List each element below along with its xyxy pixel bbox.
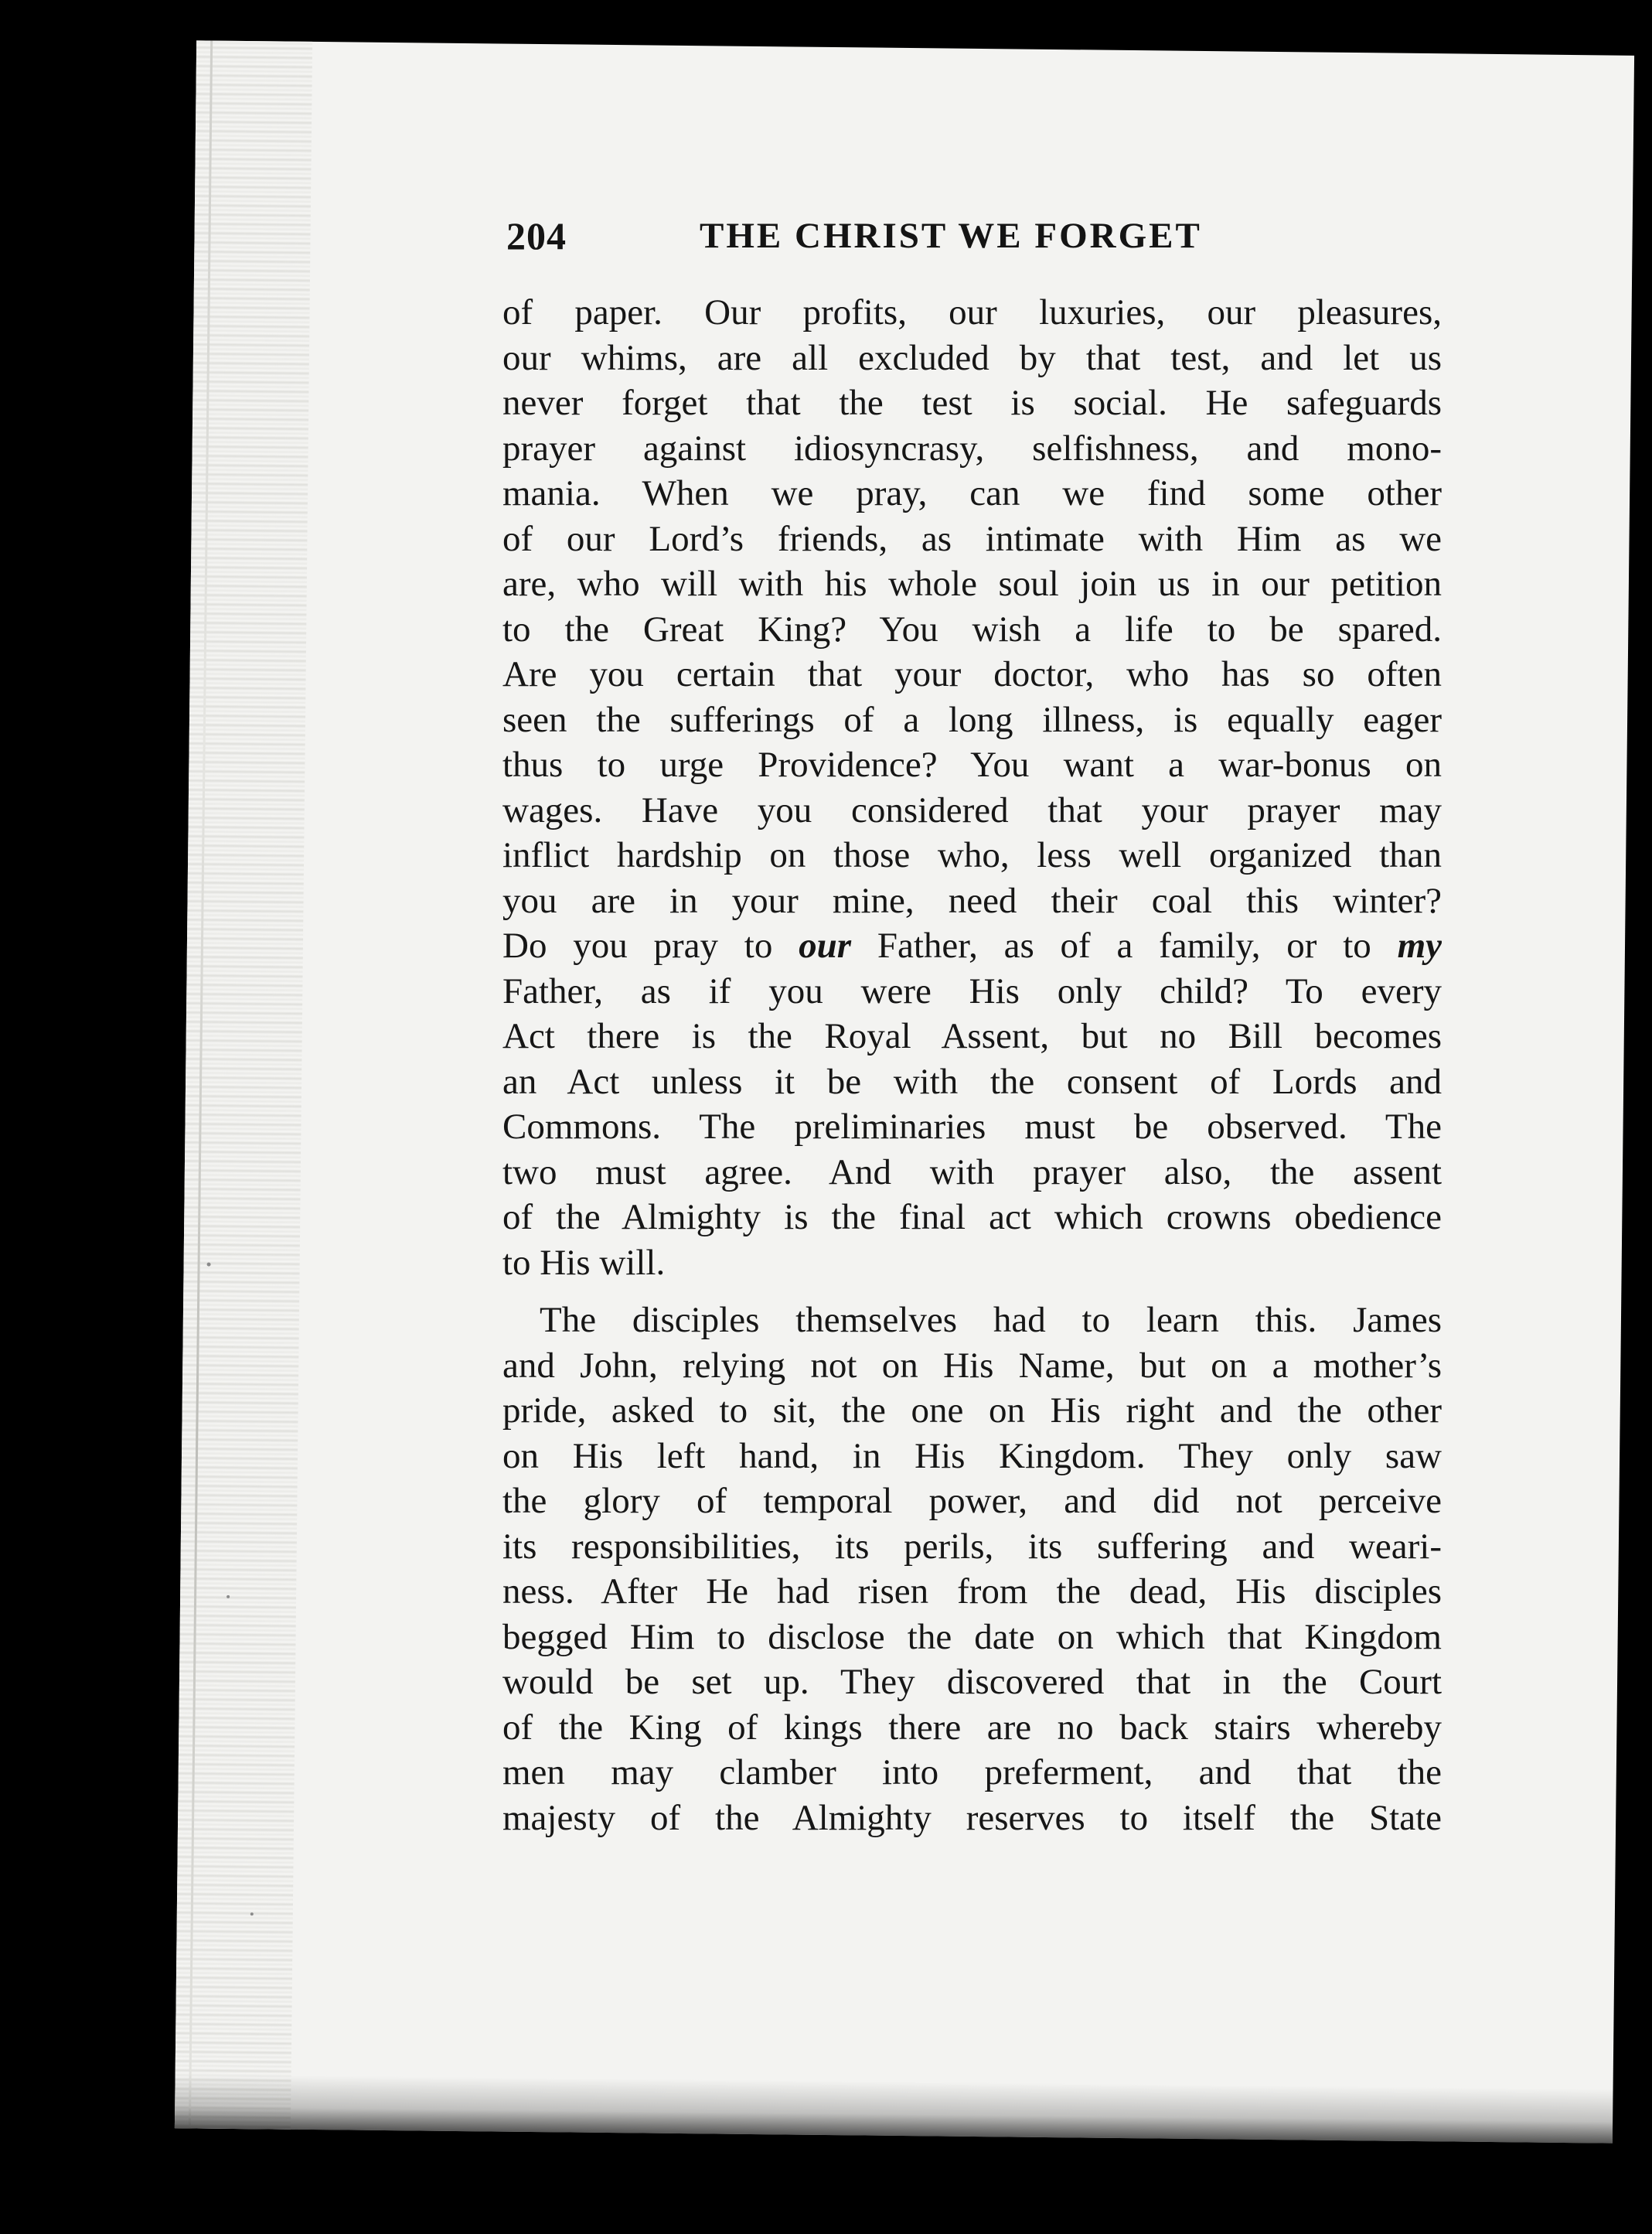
dust-speck [250, 1912, 254, 1915]
text-line: men may clamber into preferment, and that the [502, 1752, 1442, 1792]
text-line: never forget that the test is social. He safeguards [502, 383, 1442, 423]
text-line: mania. When we pray, can we find some other [502, 473, 1442, 513]
emphasis-my: my [1397, 926, 1442, 966]
text-line: its responsibilities, its perils, its suffering and weari- [502, 1526, 1442, 1567]
running-title: THE CHRIST WE FORGET [700, 216, 1202, 256]
text-line: majesty of the Almighty reserves to itself the State [502, 1797, 1442, 1838]
paragraph-gap [502, 1285, 1442, 1298]
page-bottom-shadow [175, 2074, 1613, 2143]
text-line: would be set up. They discovered that in the Court [502, 1662, 1442, 1702]
text-line: Commons. The preliminaries must be observed. The [502, 1107, 1442, 1147]
page-fore-edge [175, 40, 312, 2129]
text-line: the glory of temporal power, and did not perceive [502, 1481, 1442, 1521]
text-line: Act there is the Royal Assent, but no Bill becomes [502, 1016, 1442, 1056]
body-text [502, 290, 1442, 1840]
text-line: on His left hand, in His Kingdom. They only saw [502, 1435, 1442, 1476]
dust-speck [207, 1263, 211, 1267]
text-line: two must agree. And with prayer also, the assent [502, 1151, 1442, 1192]
dust-speck [227, 1595, 230, 1598]
text-line: our whims, are all excluded by that test, and let us [502, 337, 1442, 378]
text-line: pride, asked to sit, the one on His right and the other [502, 1390, 1442, 1431]
text-line: to His will. [502, 1242, 666, 1283]
text-line: an Act unless it be with the consent of Lords and [502, 1061, 1442, 1102]
text-line: Father, as if you were His only child? To every [502, 970, 1442, 1011]
text-line: begged Him to disclose the date on which that Kingdom [502, 1616, 1442, 1657]
page-number: 204 [506, 214, 567, 258]
text-run: Do you pray to [502, 926, 799, 966]
text-line: inflict hardship on those who, less well organized than [502, 835, 1442, 875]
text-line-with-emphasis [502, 923, 1442, 969]
text-line: ness. After He had risen from the dead, His disciples [502, 1571, 1442, 1612]
text-line: The disciples themselves had to learn this. James [540, 1300, 1442, 1340]
text-line: seen the sufferings of a long illness, is equally eager [502, 699, 1442, 740]
text-line: of our Lord’s friends, as intimate with Him as we [502, 518, 1442, 559]
text-line: prayer against idiosyncrasy, selfishness, and mono- [502, 428, 1442, 469]
emphasis-our: our [799, 926, 852, 966]
text-line: are, who will with his whole soul join us in our petition [502, 564, 1442, 604]
paragraph [502, 290, 1442, 1285]
text-line: of the King of kings there are no back stairs whereby [502, 1707, 1442, 1748]
text-line: thus to urge Providence? You want a war-bonus on [502, 745, 1442, 785]
text-run: Father, as of a family, or to [851, 926, 1398, 966]
text-line: to the Great King? You wish a life to be spared. [502, 609, 1442, 650]
text-line: and John, relying not on His Name, but on a mother’s [502, 1345, 1442, 1386]
text-line: Are you certain that your doctor, who has so often [502, 654, 1442, 694]
text-line: wages. Have you considered that your prayer may [502, 790, 1442, 831]
text-line: of paper. Our profits, our luxuries, our pleasures, [502, 292, 1442, 333]
text-line: you are in your mine, need their coal this winter? [502, 880, 1442, 921]
text-line: of the Almighty is the final act which crowns obedience [502, 1197, 1442, 1237]
page-header [506, 207, 1434, 277]
paragraph [502, 1298, 1442, 1840]
